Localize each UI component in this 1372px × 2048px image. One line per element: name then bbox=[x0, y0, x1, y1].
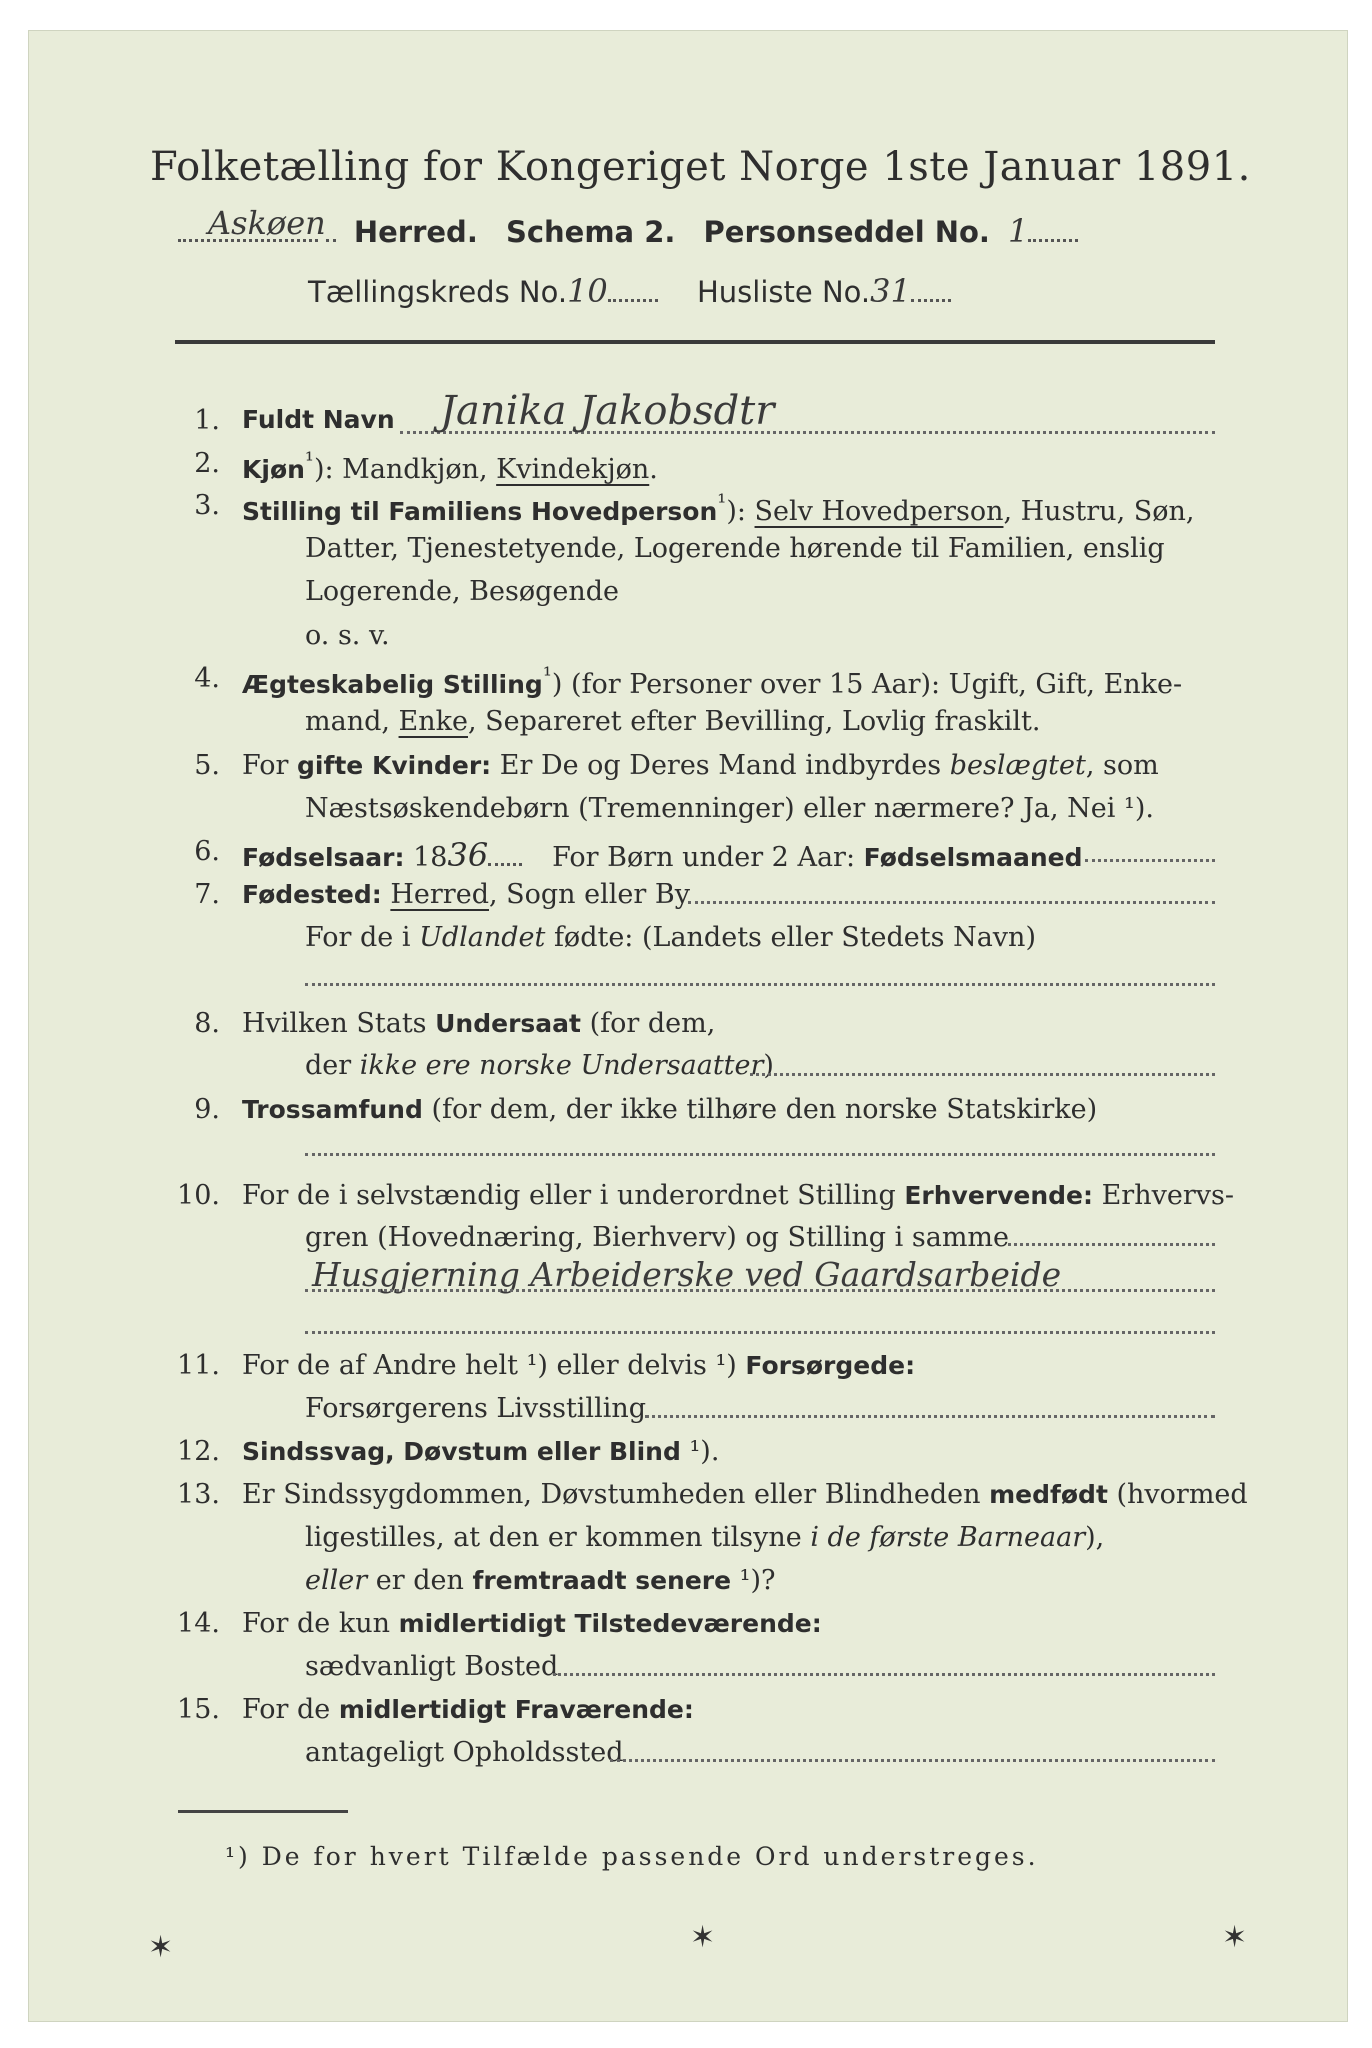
item-14-text-a: For de kun bbox=[242, 1608, 399, 1639]
item-8-text-a: Hvilken Stats bbox=[242, 1008, 436, 1039]
item-2-end: . bbox=[649, 454, 658, 485]
item-9-label: Trossamfund bbox=[242, 1095, 423, 1124]
item-10-text-a: For de i selvstændig eller i underordnet Stilling bbox=[242, 1180, 905, 1211]
taellingskreds-label: Tællingskreds No. bbox=[308, 275, 568, 309]
item-5-text-a: For bbox=[242, 750, 298, 781]
item-7-fill-line-2 bbox=[305, 982, 1215, 986]
item-5-number: 5. bbox=[194, 750, 220, 781]
item-4-number: 4. bbox=[194, 663, 220, 694]
item-12-text: ¹). bbox=[680, 1436, 720, 1467]
item-13-line-3-italic: eller bbox=[305, 1565, 368, 1596]
item-10-label: Erhvervende: bbox=[904, 1181, 1094, 1210]
item-13-line-3-bold: fremtraadt senere bbox=[472, 1566, 732, 1595]
item-11-label: Forsørgede: bbox=[745, 1351, 916, 1380]
item-7-number: 7. bbox=[194, 879, 220, 910]
item-9-fill-line bbox=[305, 1152, 1215, 1156]
item-2-separator: , bbox=[478, 454, 497, 485]
header-line-kreds bbox=[308, 272, 951, 310]
item-7-rest: , Sogn eller By bbox=[488, 879, 690, 910]
item-1-label: Fuldt Navn bbox=[242, 405, 395, 434]
item-2-male-option: Mandkjøn bbox=[342, 454, 479, 485]
herred-value: Askøen bbox=[208, 204, 326, 242]
corner-mark-left: ✶ bbox=[148, 1930, 174, 1965]
item-2-label: Kjøn bbox=[242, 455, 305, 484]
item-7-line-2-italic: Udlandet bbox=[419, 922, 546, 953]
item-4-sup: ¹ bbox=[542, 663, 552, 689]
item-15-number: 15. bbox=[177, 1694, 220, 1725]
item-13-label: medfødt bbox=[989, 1480, 1108, 1509]
husliste-label: Husliste No. bbox=[697, 275, 871, 309]
item-7-line-2 bbox=[305, 922, 1036, 953]
schema-label: Schema 2. bbox=[505, 215, 676, 249]
item-14-fill-line bbox=[553, 1672, 1215, 1676]
item-13-line-2 bbox=[305, 1522, 1104, 1553]
footnote: ¹) De for hvert Tilfælde passende Ord understreges. bbox=[225, 1842, 1039, 1871]
item-13-line-2-italic: i de første Barneaar bbox=[810, 1522, 1086, 1553]
item-7-line-2-b: fødte: (Landets eller Stedets Navn) bbox=[545, 922, 1036, 953]
item-7-line-2-a: For de i bbox=[305, 922, 420, 953]
item-6-label-2: Fødselsmaaned bbox=[863, 843, 1083, 872]
item-15-label: midlertidigt Fraværende: bbox=[338, 1695, 694, 1724]
item-9-text: (for dem, der ikke tilhøre den norske Statskirke) bbox=[422, 1094, 1098, 1125]
item-8-text-b: (for dem, bbox=[580, 1008, 716, 1039]
item-8-label: Undersaat bbox=[435, 1009, 581, 1038]
item-1-answer: Janika Jakobsdtr bbox=[440, 388, 775, 434]
item-2-text: ): bbox=[313, 454, 343, 485]
item-8-fill-line bbox=[750, 1072, 1215, 1076]
item-2-female-option-selected: Kvindekjøn bbox=[496, 454, 650, 485]
item-10-text-b: Erhvervs- bbox=[1093, 1180, 1234, 1211]
header-line-herred bbox=[178, 204, 1078, 250]
footnote-separator bbox=[178, 1810, 348, 1813]
item-5-text-c: , som bbox=[1085, 750, 1159, 781]
husliste-value: 31 bbox=[870, 272, 911, 310]
item-3-rest: , Hustru, Søn, bbox=[1003, 496, 1195, 527]
item-12-number: 12. bbox=[177, 1436, 220, 1467]
item-1-number: 1. bbox=[194, 405, 220, 436]
header-rule bbox=[175, 340, 1215, 344]
personseddel-label: Personseddel No. bbox=[703, 215, 990, 249]
item-13-line-3-a: er den bbox=[367, 1565, 473, 1596]
item-4-line-2-a: mand, bbox=[305, 706, 399, 737]
item-4-line-2-b: , Separeret efter Bevilling, Lovlig fraskilt. bbox=[468, 706, 1041, 737]
item-4-selected-option: Enke bbox=[398, 706, 468, 737]
item-15-line-2: antageligt Opholdssted bbox=[305, 1737, 624, 1768]
item-7-fill-line bbox=[688, 900, 1215, 904]
item-9-number: 9. bbox=[194, 1094, 220, 1125]
item-13-line-2-b: ), bbox=[1085, 1522, 1105, 1553]
item-5-line-2: Næstsøskendebørn (Tremenninger) eller nærmere? Ja, Nei ¹). bbox=[305, 793, 1154, 824]
personseddel-value: 1 bbox=[1007, 212, 1029, 250]
item-8-line-2-b: ) bbox=[763, 1050, 774, 1081]
item-13-text-a: Er Sindssygdommen, Døvstumheden eller Blindheden bbox=[242, 1479, 990, 1510]
item-11-number: 11. bbox=[177, 1350, 220, 1381]
item-10-number: 10. bbox=[177, 1180, 220, 1211]
taellingskreds-value: 10 bbox=[567, 272, 608, 310]
item-3-sup: ¹ bbox=[717, 490, 727, 516]
item-6-label: Fødselsaar: bbox=[242, 843, 405, 872]
item-3-colon: ): bbox=[726, 496, 755, 527]
item-6-fill-line bbox=[1085, 858, 1215, 862]
item-8-line-2-a: der bbox=[305, 1050, 360, 1081]
item-8-line-2-italic: ikke ere norske Undersaatter bbox=[359, 1050, 764, 1081]
item-11-fill-line bbox=[645, 1414, 1215, 1418]
item-11-line-2: Forsørgerens Livsstilling bbox=[305, 1393, 647, 1424]
item-3-line-3: Logerende, Besøgende bbox=[305, 576, 619, 607]
item-14-line-2: sædvanligt Bosted bbox=[305, 1651, 559, 1682]
item-5-text-italic: beslægtet bbox=[949, 750, 1086, 781]
item-11-text-a: For de af Andre helt ¹) eller delvis ¹) bbox=[242, 1350, 746, 1381]
item-6-text: For Børn under 2 Aar: bbox=[552, 842, 864, 873]
item-2-number: 2. bbox=[194, 448, 220, 479]
item-15-text-a: For de bbox=[242, 1694, 339, 1725]
item-8-line-2 bbox=[305, 1050, 774, 1081]
item-4-label: Ægteskabelig Stilling bbox=[242, 670, 543, 699]
form-title: Folketælling for Kongeriget Norge 1ste Januar 1891. bbox=[150, 144, 1251, 190]
item-14-label: midlertidigt Tilstedeværende: bbox=[398, 1609, 822, 1638]
item-15-fill-line bbox=[610, 1758, 1215, 1762]
item-10-fill-line-2 bbox=[305, 1288, 1215, 1292]
item-2-sup: ¹ bbox=[304, 448, 314, 474]
item-6-number: 6. bbox=[194, 836, 220, 867]
item-5-label: gifte Kvinder: bbox=[297, 751, 492, 780]
item-13-text-b: (hvormed bbox=[1107, 1479, 1248, 1510]
item-4-text: ) (for Personer over 15 Aar): Ugift, Gift, Enke- bbox=[551, 669, 1183, 700]
item-8-number: 8. bbox=[194, 1008, 220, 1039]
item-13-line-2-a: ligestilles, at den er kommen tilsyne bbox=[305, 1522, 811, 1553]
corner-mark-center: ✶ bbox=[690, 1920, 716, 1955]
item-6-answer: 36 bbox=[447, 836, 489, 874]
item-3-line-4: o. s. v. bbox=[305, 620, 390, 651]
item-3-line-2: Datter, Tjenestetyende, Logerende hørende til Familien, enslig bbox=[305, 533, 1165, 564]
item-14-number: 14. bbox=[177, 1608, 220, 1639]
item-10-answer: Husgjerning Arbeiderske ved Gaardsarbeide bbox=[312, 1255, 1062, 1294]
item-7-selected-option: Herred bbox=[390, 879, 489, 910]
item-12-label: Sindssvag, Døvstum eller Blind bbox=[242, 1437, 681, 1466]
item-4-line-2 bbox=[305, 706, 1040, 737]
item-10-fill-line-3 bbox=[305, 1330, 1215, 1334]
item-10-fill-line bbox=[1008, 1242, 1215, 1246]
item-5-text-b: Er De og Deres Mand indbyrdes bbox=[491, 750, 950, 781]
herred-label: Herred. bbox=[353, 215, 478, 249]
item-10-line-2: gren (Hovednæring, Bierhverv) og Stilling i samme bbox=[305, 1222, 1010, 1253]
item-3-number: 3. bbox=[194, 490, 220, 521]
item-7-label: Fødested: bbox=[242, 880, 382, 909]
item-3-selected-option: Selv Hovedperson bbox=[754, 496, 1004, 527]
corner-mark-right: ✶ bbox=[1222, 1920, 1248, 1955]
item-3-label: Stilling til Familiens Hovedperson bbox=[242, 497, 718, 526]
item-13-line-3 bbox=[305, 1565, 776, 1596]
item-6-prefix: 18 bbox=[404, 842, 448, 873]
item-13-line-3-c: ¹)? bbox=[731, 1565, 776, 1596]
item-13-number: 13. bbox=[177, 1479, 220, 1510]
